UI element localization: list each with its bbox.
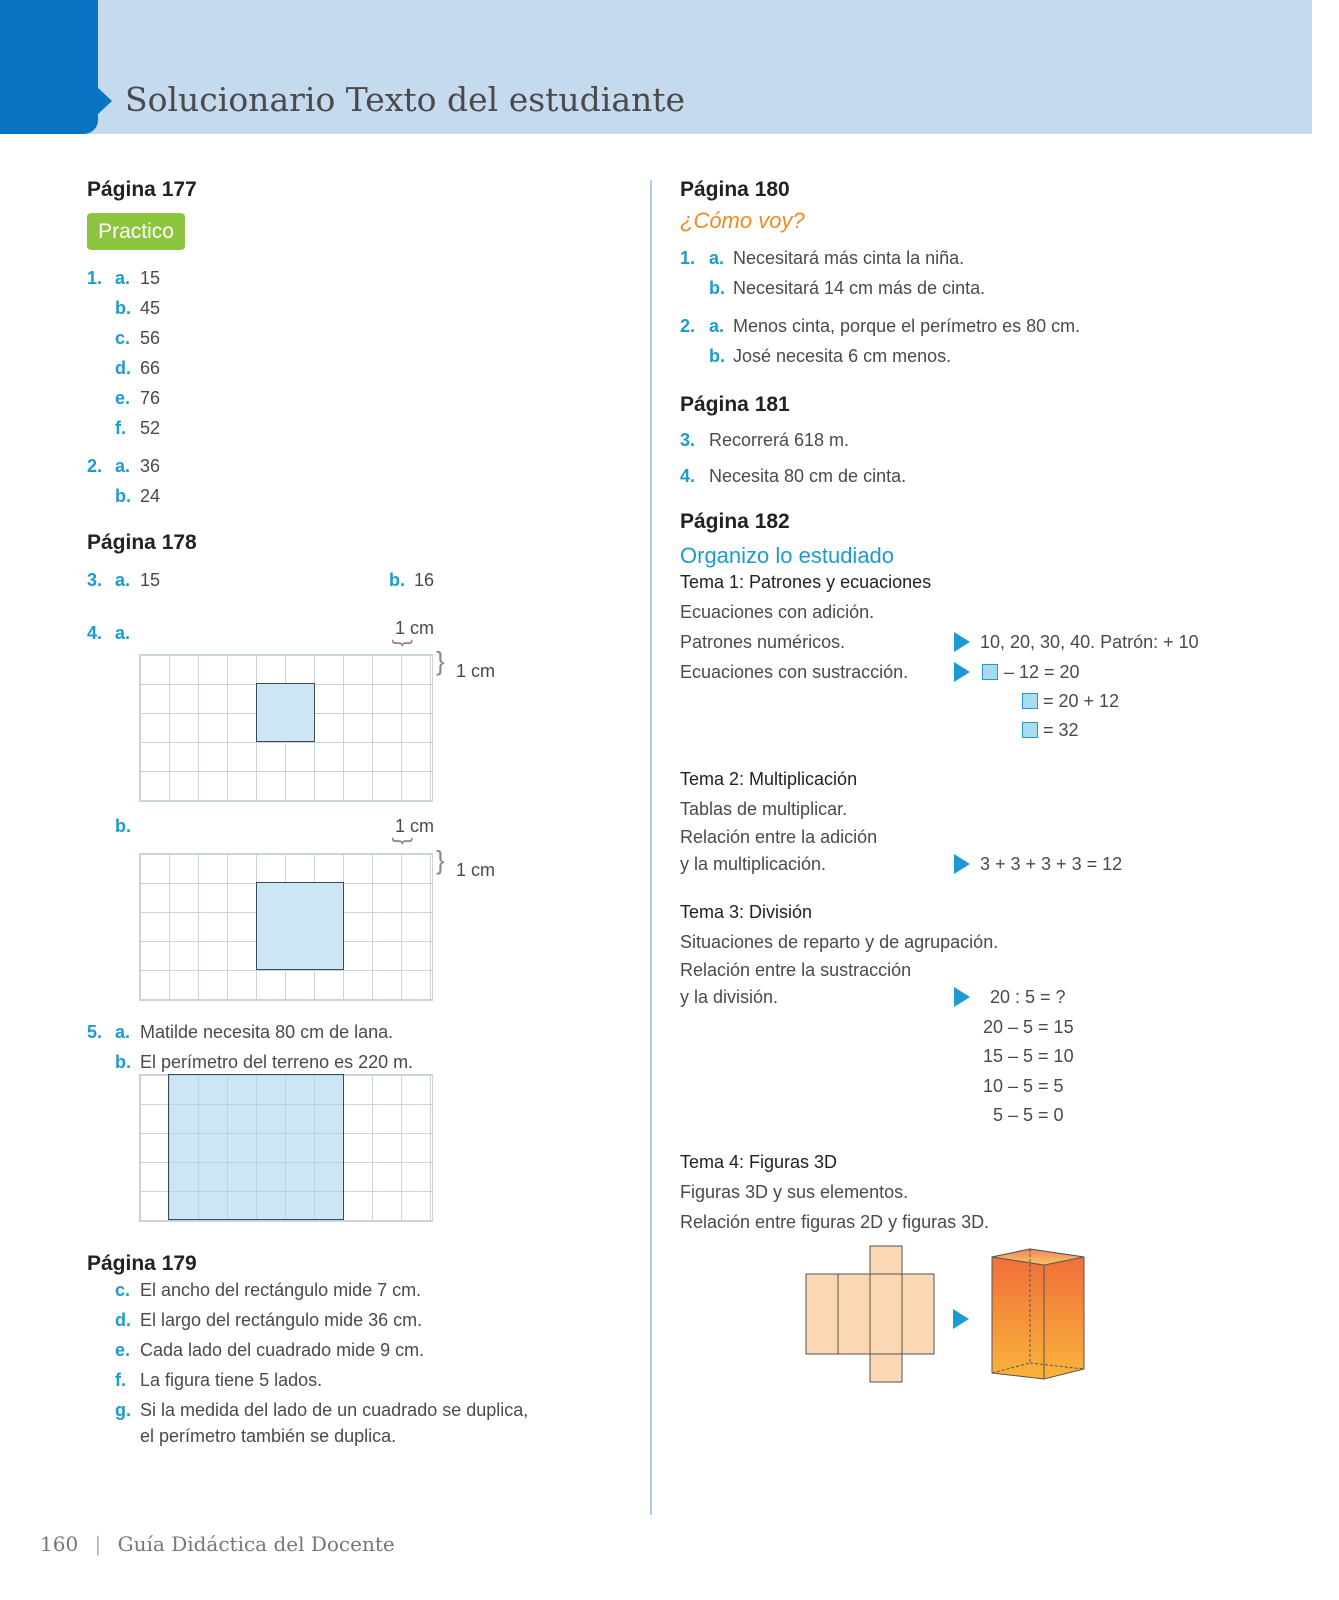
footer-title: Guía Didáctica del Docente xyxy=(117,1532,395,1556)
answer-text: El perímetro del terreno es 220 m. xyxy=(140,1052,414,1072)
unit-label: 1 cm xyxy=(456,661,496,681)
answer-letter: e. xyxy=(115,1340,131,1360)
play-arrow-icon xyxy=(954,987,970,1007)
tema-line: Ecuaciones con adición. xyxy=(680,602,875,622)
header-tab xyxy=(0,0,98,134)
answer-letter: b. xyxy=(115,1052,131,1072)
answer-text: José necesita 6 cm menos. xyxy=(733,346,952,366)
division-step: 20 – 5 = 15 xyxy=(983,1017,1074,1037)
answer-text: Matilde necesita 80 cm de lana. xyxy=(140,1022,394,1042)
brace-icon: } xyxy=(436,646,445,676)
answer-text: La figura tiene 5 lados. xyxy=(140,1370,323,1390)
header-arrow-icon xyxy=(96,86,112,116)
answer-letter: d. xyxy=(115,1310,131,1330)
tema-line: Ecuaciones con sustracción. xyxy=(680,662,909,682)
answer-text: Si la medida del lado de un cuadrado se duplica, xyxy=(140,1400,529,1420)
answer-letter: b. xyxy=(709,278,725,298)
answer-value: 56 xyxy=(140,328,161,348)
answer-text: El ancho del rectángulo mide 7 cm. xyxy=(140,1280,422,1300)
brace-icon: } xyxy=(436,845,445,875)
heading-page-179: Página 179 xyxy=(87,1252,197,1275)
tema-line: Relación entre la adición xyxy=(680,827,878,847)
unknown-box-icon xyxy=(1022,693,1038,709)
answer-value: 52 xyxy=(140,418,161,438)
answer-value: 36 xyxy=(140,456,161,476)
answer-value: 24 xyxy=(140,486,161,506)
answer-letter: b. xyxy=(115,486,131,506)
answer-value: 45 xyxy=(140,298,161,318)
tema-line: y la multiplicación. xyxy=(680,854,827,874)
question-number: 5. xyxy=(87,1022,103,1042)
brace-icon: } xyxy=(391,837,417,845)
practico-badge: Practico xyxy=(87,213,185,250)
answer-letter: a. xyxy=(709,248,725,268)
answer-letter: a. xyxy=(115,1022,131,1042)
unknown-box-icon xyxy=(1022,722,1038,738)
unit-label: 1 cm xyxy=(395,618,435,638)
question-number: 1. xyxy=(680,248,696,268)
answer-text: Menos cinta, porque el perímetro es 80 cm. xyxy=(733,316,1081,336)
answer-letter: f. xyxy=(115,1370,126,1390)
answer-text: Necesitará 14 cm más de cinta. xyxy=(733,278,986,298)
play-arrow-icon xyxy=(954,662,970,682)
answer-letter: d. xyxy=(115,358,131,378)
column-divider xyxy=(650,180,652,1515)
question-number: 4. xyxy=(87,623,103,643)
answer-text: Necesitará más cinta la niña. xyxy=(733,248,965,268)
tema-line: Relación entre figuras 2D y figuras 3D. xyxy=(680,1212,990,1232)
answer-letter: a. xyxy=(115,456,131,476)
answer-letter: b. xyxy=(115,298,131,318)
question-number: 4. xyxy=(680,466,696,486)
heading-page-177: Página 177 xyxy=(87,178,197,201)
result-text: 10, 20, 30, 40. Patrón: + 10 xyxy=(980,632,1199,652)
square-4a xyxy=(256,683,315,742)
heading-page-178: Página 178 xyxy=(87,531,197,554)
page-footer xyxy=(40,1532,395,1556)
section-subtitle: ¿Cómo voy? xyxy=(680,208,805,233)
terrain-rectangle xyxy=(168,1074,344,1220)
tema-title: Tema 1: Patrones y ecuaciones xyxy=(680,572,932,592)
division-step: 20 : 5 = ? xyxy=(990,987,1066,1007)
tema-title: Tema 3: División xyxy=(680,902,813,922)
tema-line: Patrones numéricos. xyxy=(680,632,846,652)
answer-letter: f. xyxy=(115,418,126,438)
heading-page-181: Página 181 xyxy=(680,393,790,416)
unknown-box-icon xyxy=(982,664,998,680)
answer-text: Necesita 80 cm de cinta. xyxy=(709,466,907,486)
square-4b xyxy=(256,882,344,970)
question-number: 1. xyxy=(87,268,103,288)
answer-letter: c. xyxy=(115,1280,131,1300)
prism-3d-illustration xyxy=(990,1245,1090,1391)
equation-text: = 20 + 12 xyxy=(1043,691,1120,711)
tema-line: Tablas de multiplicar. xyxy=(680,799,848,819)
answer-value: 76 xyxy=(140,388,161,408)
footer-separator: | xyxy=(94,1532,102,1556)
question-number: 3. xyxy=(87,570,103,590)
equation-text: – 12 = 20 xyxy=(1004,662,1080,682)
result-text: 3 + 3 + 3 + 3 = 12 xyxy=(980,854,1123,874)
play-arrow-icon xyxy=(953,1309,969,1329)
page-number: 160 xyxy=(40,1532,79,1556)
answer-text: Recorrerá 618 m. xyxy=(709,430,850,450)
heading-page-182: Página 182 xyxy=(680,510,790,533)
answer-value: 16 xyxy=(414,570,435,590)
division-step: 15 – 5 = 10 xyxy=(983,1046,1074,1066)
page-title: Solucionario Texto del estudiante xyxy=(125,80,686,119)
tema-title: Tema 4: Figuras 3D xyxy=(680,1152,838,1172)
answer-value: 15 xyxy=(140,570,161,590)
heading-page-180: Página 180 xyxy=(680,178,790,201)
division-step: 5 – 5 = 0 xyxy=(993,1105,1064,1125)
answer-text: Cada lado del cuadrado mide 9 cm. xyxy=(140,1340,425,1360)
answer-letter: b. xyxy=(389,570,405,590)
answer-letter: a. xyxy=(115,268,131,288)
prism-net-illustration xyxy=(805,1245,935,1391)
answer-letter: a. xyxy=(709,316,725,336)
equation-text: = 32 xyxy=(1043,720,1079,740)
question-number: 2. xyxy=(680,316,696,336)
question-number: 3. xyxy=(680,430,696,450)
answer-letter: b. xyxy=(115,816,131,836)
unit-label: 1 cm xyxy=(456,860,496,880)
answer-text: El largo del rectángulo mide 36 cm. xyxy=(140,1310,423,1330)
answer-letter: a. xyxy=(115,570,131,590)
play-arrow-icon xyxy=(954,854,970,874)
tema-line: Situaciones de reparto y de agrupación. xyxy=(680,932,999,952)
section-subtitle: Organizo lo estudiado xyxy=(680,543,895,568)
unit-label: 1 cm xyxy=(395,816,435,836)
answer-letter: e. xyxy=(115,388,131,408)
tema-title: Tema 2: Multiplicación xyxy=(680,769,858,789)
tema-line: y la división. xyxy=(680,987,779,1007)
question-number: 2. xyxy=(87,456,103,476)
answer-value: 66 xyxy=(140,358,161,378)
brace-icon: } xyxy=(391,639,417,647)
tema-line: Figuras 3D y sus elementos. xyxy=(680,1182,909,1202)
answer-text: el perímetro también se duplica. xyxy=(140,1426,397,1446)
answer-letter: c. xyxy=(115,328,131,348)
answer-letter: a. xyxy=(115,623,131,643)
division-step: 10 – 5 = 5 xyxy=(983,1076,1064,1096)
answer-letter: b. xyxy=(709,346,725,366)
tema-line: Relación entre la sustracción xyxy=(680,960,912,980)
answer-value: 15 xyxy=(140,268,161,288)
answer-letter: g. xyxy=(115,1400,131,1420)
play-arrow-icon xyxy=(954,632,970,652)
